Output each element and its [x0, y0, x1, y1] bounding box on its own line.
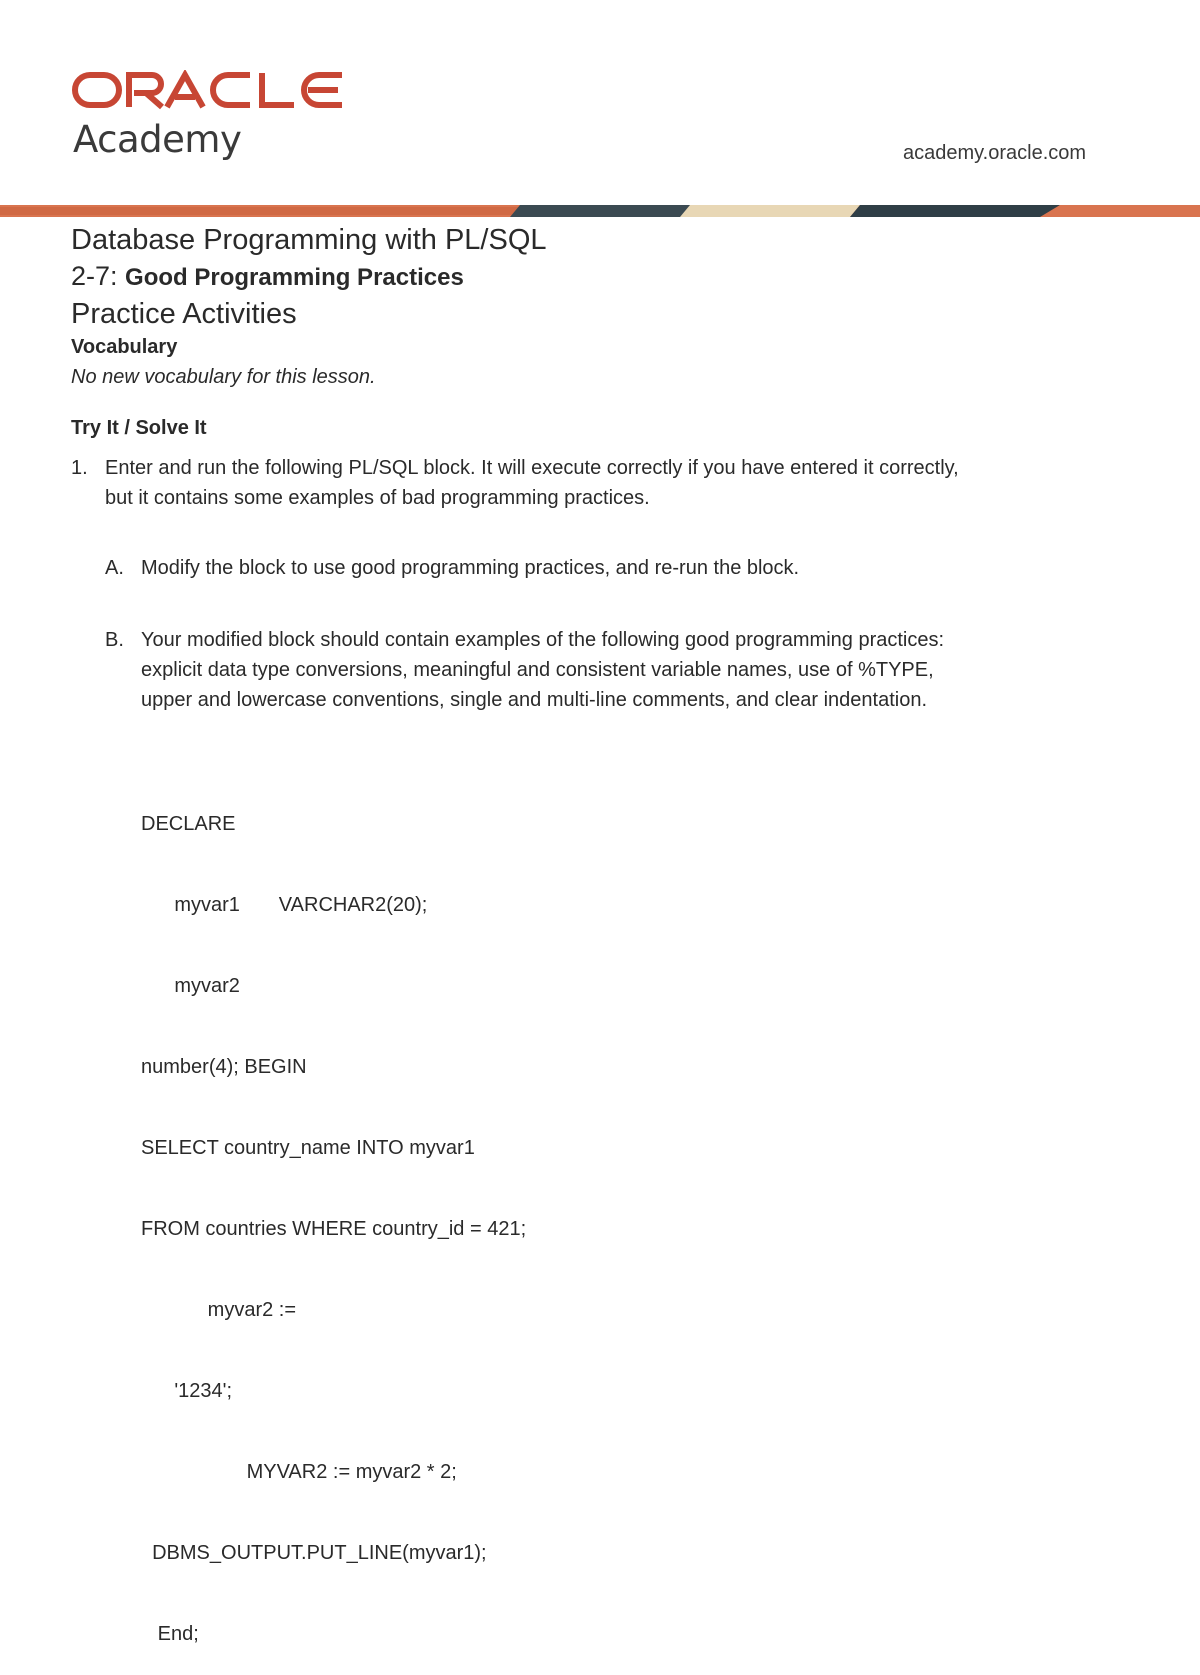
question-1-number: 1. — [71, 457, 88, 479]
question-1-line: but it contains some examples of bad programming practices. — [105, 487, 650, 509]
code-block — [141, 757, 526, 1675]
question-1-text — [105, 453, 959, 513]
lesson-heading — [71, 258, 1131, 296]
question-1 — [71, 453, 959, 513]
document-subtitle: Practice Activities — [71, 298, 297, 330]
lesson-title: Good Programming Practices — [125, 264, 464, 291]
item-b — [105, 625, 944, 715]
item-b-line: explicit data type conversions, meaningful and consistent variable names, use of %TYPE, — [141, 659, 934, 681]
item-a — [105, 553, 799, 583]
code-line: DBMS_OUTPUT.PUT_LINE(myvar1); — [141, 1542, 487, 1564]
try-heading: Try It / Solve It — [71, 417, 207, 439]
decorative-banner — [0, 203, 1200, 219]
code-line: FROM countries WHERE country_id = 421; — [141, 1218, 527, 1240]
item-b-line: Your modified block should contain examples of the following good programming practices: — [141, 629, 945, 651]
code-line: myvar2 := — [141, 1299, 297, 1321]
code-line: number(4); BEGIN — [141, 1056, 307, 1078]
code-line: End; — [141, 1623, 199, 1645]
item-b-text — [141, 625, 944, 715]
lesson-number: 2-7: — [71, 261, 118, 291]
item-b-label: B. — [105, 629, 124, 651]
oracle-logo — [72, 70, 348, 110]
question-1-line: Enter and run the following PL/SQL block. It will execute correctly if you have entered it correctly, — [105, 457, 959, 479]
code-line: '1234'; — [141, 1380, 233, 1402]
vocabulary-text: No new vocabulary for this lesson. — [71, 366, 376, 388]
site-url: academy.oracle.com — [903, 142, 1087, 164]
academy-label: Academy — [73, 118, 242, 161]
code-line: MYVAR2 := myvar2 * 2; — [141, 1461, 457, 1483]
vocabulary-heading: Vocabulary — [71, 336, 178, 358]
document-title: Database Programming with PL/SQL — [71, 224, 547, 256]
code-line: myvar2 — [141, 975, 240, 997]
item-b-line: upper and lowercase conventions, single and multi-line comments, and clear indentation. — [141, 689, 928, 711]
code-line: SELECT country_name INTO myvar1 — [141, 1137, 475, 1159]
code-line: myvar1 VARCHAR2(20); — [141, 894, 428, 916]
document-body — [71, 222, 1131, 392]
code-line: DECLARE — [141, 813, 236, 835]
oracle-logo-mark — [72, 70, 348, 110]
item-a-text: Modify the block to use good programming practices, and re-run the block. — [141, 557, 800, 579]
item-a-label: A. — [105, 557, 124, 579]
